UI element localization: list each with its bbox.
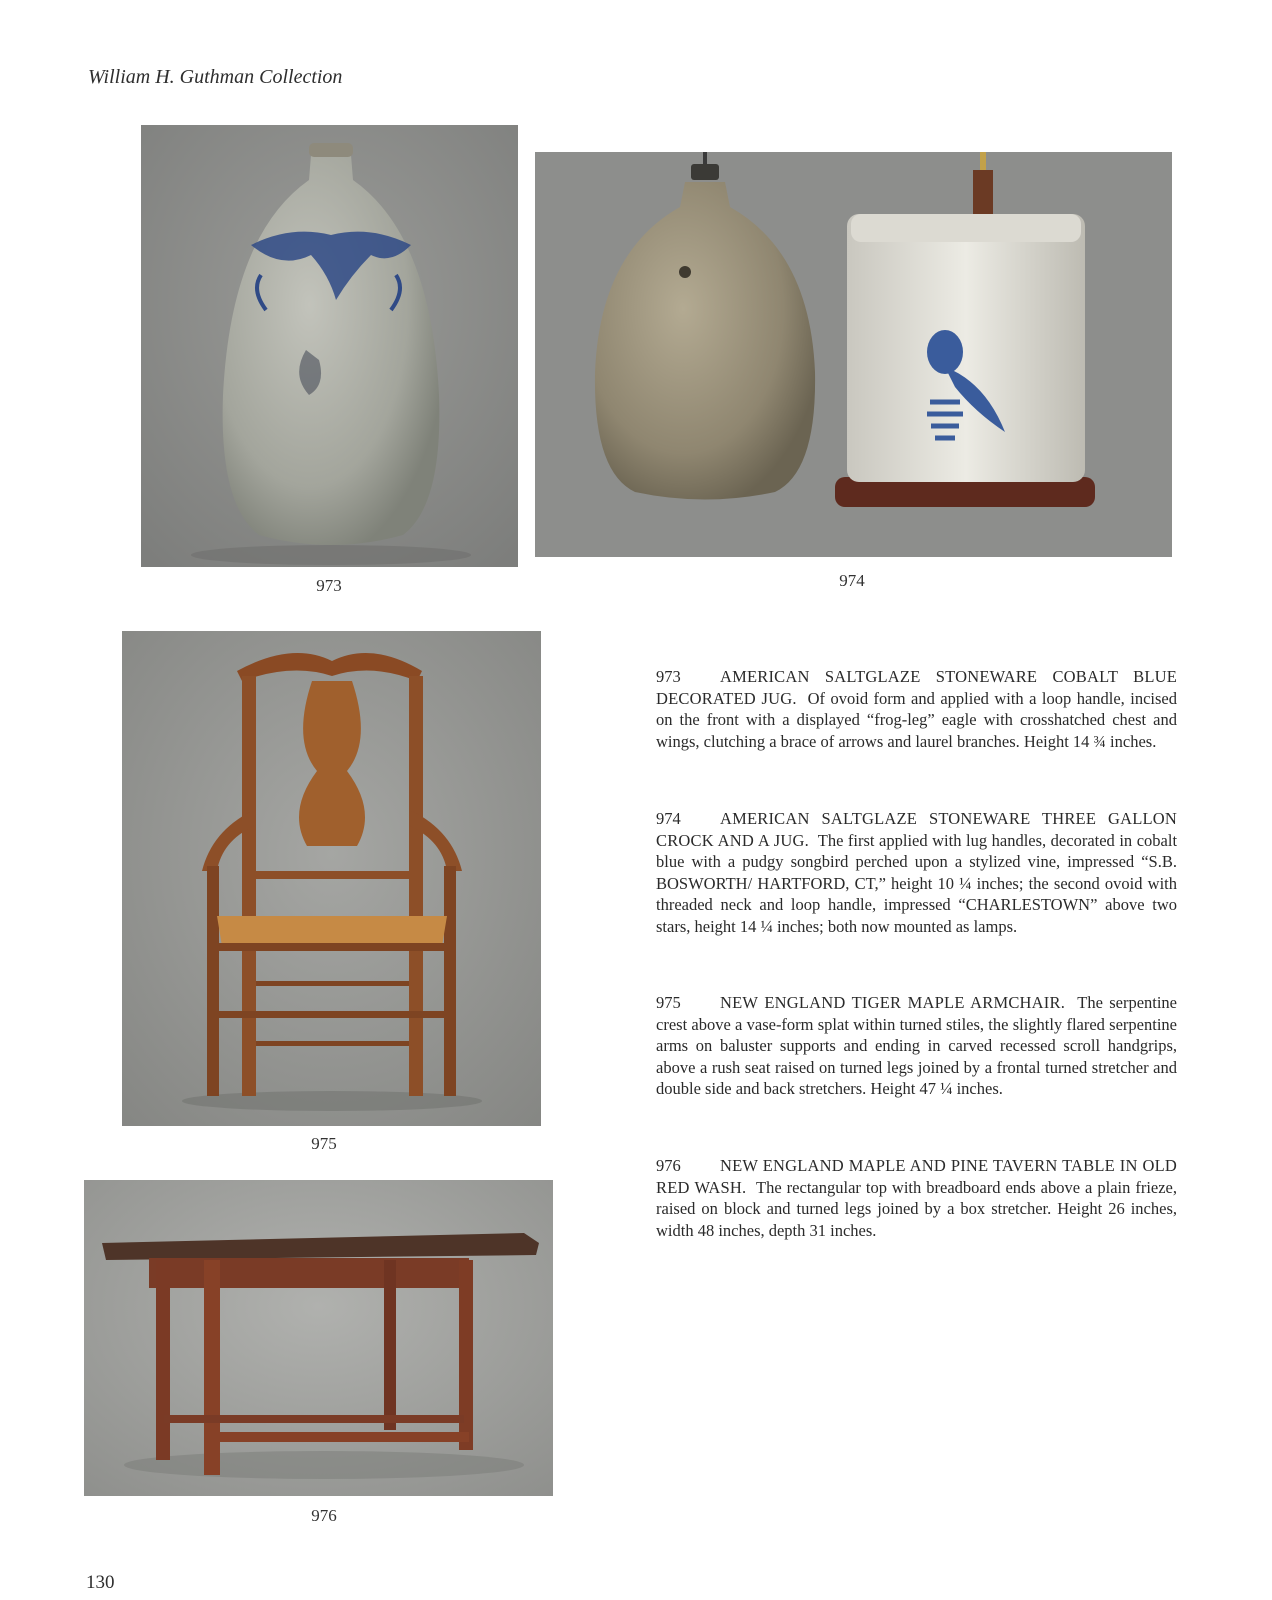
catalog-entry-976 xyxy=(656,1155,1177,1241)
entry-description: Of ovoid form and applied with a loop handle, incised on the front with a displayed “frog-leg” eagle with crosshatched chest and wings, clutching a brace of arrows and laurel branches. Height 14 ¾ inches. xyxy=(656,688,1177,751)
entry-title: AMERICAN SALTGLAZE STONEWARE THREE GALLON CROCK AND A JUG. xyxy=(656,809,1177,850)
photo-caption-974: 974 xyxy=(839,571,865,590)
entry-title: NEW ENGLAND TIGER MAPLE ARMCHAIR. xyxy=(720,993,1066,1012)
crock-and-jug-lamps-photo xyxy=(535,152,1172,557)
entry-title: AMERICAN SALTGLAZE STONEWARE COBALT BLUE DECORATED JUG. xyxy=(656,667,1177,708)
entry-description: The first applied with lug handles, decorated in cobalt blue with a pudgy songbird perched upon a stylized vine, impressed “S.B. BOSWORTH/ HARTFORD, CT,” height 10 ¼ inches; the second ovoid with threaded neck and loop handle, impressed “CHARLESTOWN” above two stars, height 14 ¼ inches; both now mounted as lamps. xyxy=(656,830,1178,936)
entry-description: The serpentine crest above a vase-form splat within turned stiles, the slightly flared serpentine arms on baluster supports and ending in carved recessed scroll handgrips, above a rush seat raised on turned legs joined by a frontal turned stretcher and double side and back stretchers. Height 47 ¼ inches. xyxy=(656,993,1178,1098)
catalog-entry-975 xyxy=(656,992,1177,1100)
tavern-table-photo xyxy=(84,1180,553,1496)
lot-number: 973 xyxy=(656,667,681,686)
page-number: 130 xyxy=(86,1572,115,1593)
catalog-entry-973 xyxy=(656,666,1177,752)
entry-description: The rectangular top with breadboard ends above a plain frieze, raised on block and turned legs joined by a box stretcher. Height 26 inches, width 48 inches, depth 31 inches. xyxy=(656,1177,1178,1240)
lot-number: 975 xyxy=(656,993,681,1012)
entry-title: NEW ENGLAND MAPLE AND PINE TAVERN TABLE IN OLD RED WASH. xyxy=(656,1156,1177,1197)
stoneware-jug-eagle-photo xyxy=(141,125,518,567)
lot-number: 976 xyxy=(656,1156,681,1175)
tiger-maple-armchair-photo xyxy=(122,631,541,1126)
collection-header: William H. Guthman Collection xyxy=(88,66,343,88)
lot-number: 974 xyxy=(656,809,681,828)
photo-caption-975: 975 xyxy=(311,1134,337,1153)
catalog-entry-974 xyxy=(656,808,1177,937)
photo-caption-973: 973 xyxy=(316,576,342,595)
photo-caption-976: 976 xyxy=(311,1506,337,1525)
